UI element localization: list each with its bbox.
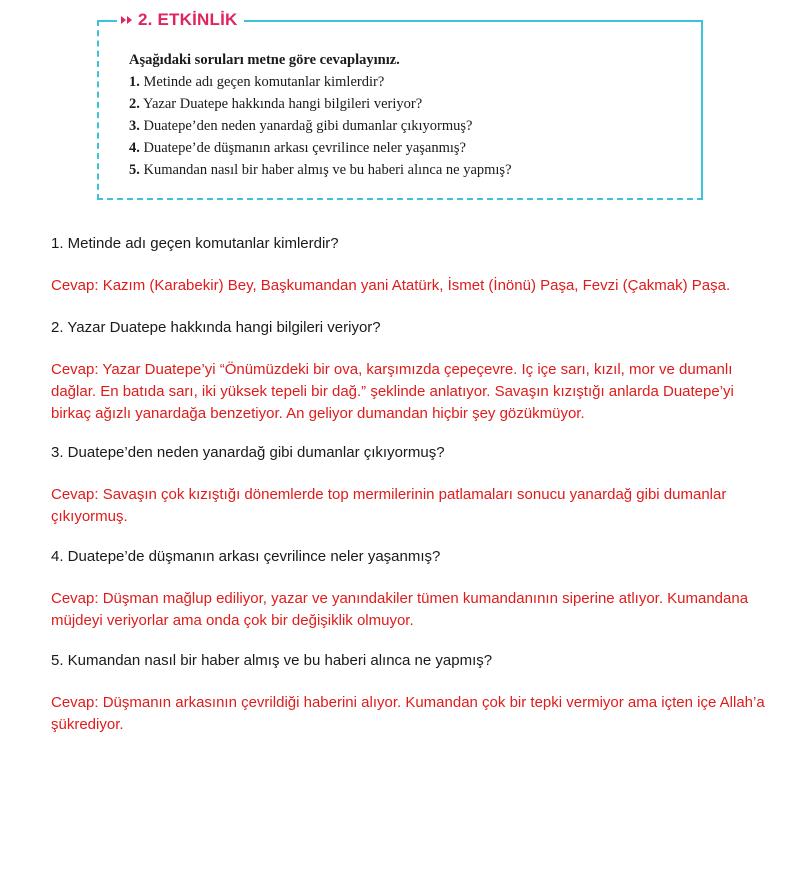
qa-block-5 xyxy=(51,650,771,736)
activity-question-text: Duatepe’den neden yanardağ gibi dumanlar çıkıyormuş? xyxy=(139,118,473,134)
activity-instruction: Aşağıdaki soruları metne göre cevaplayınız. xyxy=(129,52,400,68)
activity-question-number: 4. xyxy=(129,140,140,156)
answer-text: Cevap: Düşman mağlup ediliyor, yazar ve yanındakiler tümen kumandanının siperine atlıyor. Kumandana müjdeyi veriyorlar ama onda çok bir değişiklik olmuyor. xyxy=(51,590,749,629)
question-text: 3. Duatepe’den neden yanardağ gibi dumanlar çıkıyormuş? xyxy=(51,444,445,461)
activity-question-text: Metinde adı geçen komutanlar kimlerdir? xyxy=(139,74,385,90)
activity-question-number: 5. xyxy=(129,162,140,178)
activity-question-text: Duatepe’de düşmanın arkası çevrilince neler yaşanmış? xyxy=(139,140,466,156)
activity-title xyxy=(117,10,244,30)
answer-text: Cevap: Savaşın çok kızıştığı dönemlerde top mermilerinin patlamaları sonucu yanardağ gibi dumanlar çıkıyormuş. xyxy=(51,486,727,525)
qa-block-3 xyxy=(51,442,771,528)
qa-block-4 xyxy=(51,546,771,632)
qa-block-1 xyxy=(51,233,771,297)
activity-question-text: Kumandan nasıl bir haber almış ve bu haberi alınca ne yapmış? xyxy=(139,162,512,178)
answer-text: Cevap: Kazım (Karabekir) Bey, Başkumandan yani Atatürk, İsmet (İnönü) Paşa, Fevzi (Çakmak) Paşa. xyxy=(51,277,731,294)
question-text: 5. Kumandan nasıl bir haber almış ve bu haberi alınca ne yapmış? xyxy=(51,652,493,669)
activity-question xyxy=(129,118,691,135)
double-chevron-right-icon xyxy=(121,16,132,24)
qa-block-2 xyxy=(51,317,771,425)
activity-content xyxy=(129,52,691,184)
activity-question xyxy=(129,74,691,91)
question-text: 4. Duatepe’de düşmanın arkası çevrilince neler yaşanmış? xyxy=(51,548,441,565)
activity-question xyxy=(129,140,691,157)
answer-text: Cevap: Düşmanın arkasının çevrildiği haberini alıyor. Kumandan çok bir tepki vermiyor ama içten içe Allah’a şükrediyor. xyxy=(51,694,765,733)
activity-box xyxy=(97,10,703,200)
answer-text: Cevap: Yazar Duatepe’yi “Önümüzdeki bir ova, karşımızda çepeçevre. Iç içe sarı, kızıl, mor ve dumanlı dağlar. En batıda sarı, iki yüksek tepeli bir dağ.” şeklinde anlatıyor. Savaşın kızıştığı anlarda Duatepe’yi birkaç ağızlı yanardağa benzetiyor. An geliyor dumandan hiçbir şey gözükmüyor. xyxy=(51,361,734,422)
question-text: 2. Yazar Duatepe hakkında hangi bilgileri veriyor? xyxy=(51,319,381,336)
activity-title-text: 2. ETKİNLİK xyxy=(138,10,238,29)
activity-question-number: 3. xyxy=(129,118,140,134)
activity-question-text: Yazar Duatepe hakkında hangi bilgileri veriyor? xyxy=(139,96,423,112)
question-text: 1. Metinde adı geçen komutanlar kimlerdir? xyxy=(51,235,339,252)
activity-question xyxy=(129,96,691,113)
activity-question-number: 2. xyxy=(129,96,140,112)
activity-question-number: 1. xyxy=(129,74,140,90)
activity-question xyxy=(129,162,691,179)
